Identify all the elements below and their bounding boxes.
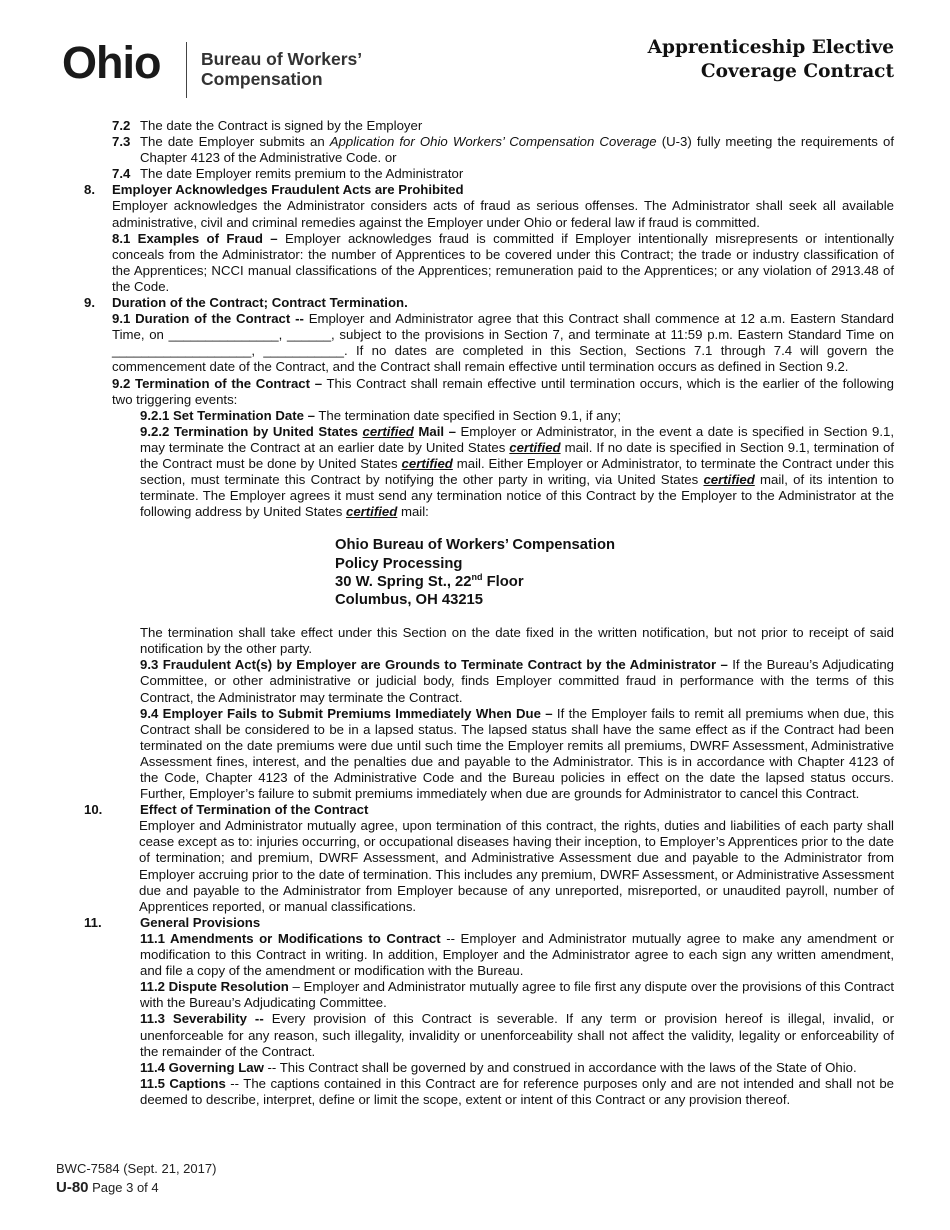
form-code: U-80 <box>56 1179 89 1196</box>
section-8-body: Employer acknowledges the Administrator considers acts of fraud as serious offenses. The Administrator shall seek all available administrative, civil and criminal remedies against the Employer under Ohio or federal law if fraud is committed. <box>112 198 894 230</box>
section-text: Every provision of this Contract is severable. If any term or provision hereof is illegal, invalid, or unenforceable for any reason, such illegality, invalidity or unenforceability shall not affect the validity, legality or enforceability of the remainder of the Contract. <box>140 1011 895 1059</box>
application-title: Application for Ohio Workers’ Compensation Coverage <box>329 134 657 150</box>
section-text: Employer acknowledges fraud is committed if Employer intentionally misrepresents or intentionally conceals from the Administrator: the number of Apprentices to be covered under this Contract; the trade or industry classification of the Apprentices; NCCI manual classifications of the Apprentices; remuneration paid to the Apprentices; or any violation of 2913.48 of the Code. <box>112 230 894 294</box>
section-9-3 <box>140 657 894 705</box>
ohio-logo: Ohio <box>62 37 161 88</box>
section-9-heading <box>84 295 894 311</box>
section-number: 7.4 <box>112 166 131 182</box>
section-text: – Employer and Administrator mutually agree to file first any dispute over the provisions of this Contract with the Bureau’s Adjudicating Committee. <box>140 979 894 1011</box>
section-heading: Mail – <box>413 423 456 439</box>
section-title: Duration of the Contract; Contract Termination. <box>112 295 408 311</box>
section-number: 7.3 <box>112 134 131 150</box>
contract-body <box>84 118 894 1108</box>
address-ordinal: nd <box>471 571 483 582</box>
section-text: -- This Contract shall be governed by and construed in accordance with the laws of the State of Ohio. <box>263 1059 857 1075</box>
section-9-1 <box>112 311 894 375</box>
page-header <box>0 0 950 110</box>
section-text: mail: <box>397 504 429 520</box>
section-9-2-1 <box>140 408 894 424</box>
section-text: -- The captions contained in this Contract are for reference purposes only and are not intended and shall not be deemed to describe, interpret, define or limit the scope, extent or intent of this Contract or any provision thereof. <box>140 1075 894 1107</box>
section-text: The date Employer remits premium to the Administrator <box>140 166 464 182</box>
mailing-address <box>335 536 894 609</box>
section-number: 9. <box>84 295 95 311</box>
certified-emphasis: certified <box>401 455 453 471</box>
section-text: -- Employer and Administrator mutually agree to make any amendment or modification to this Contract in writing. In addition, Employer and the Administrator agree to each sign any written amendment, and file a copy of the amendment or modification with the Bureau. <box>140 930 894 979</box>
document-title <box>648 36 894 84</box>
section-text: mail, of its intention to terminate. The Employer agrees it must send any termination notice of this Contract by the Employer to the Administrator at the following address by United States <box>140 472 894 520</box>
section-heading: 9.2.2 Termination by United States <box>140 423 363 439</box>
section-8-heading <box>84 182 894 198</box>
section-11-2 <box>140 979 894 1011</box>
section-title: Employer Acknowledges Fraudulent Acts are Prohibited <box>112 182 464 198</box>
section-heading: 11.2 Dispute Resolution <box>140 979 289 995</box>
section-number: 10. <box>84 802 103 818</box>
section-heading: 9.2 Termination of the Contract – <box>112 375 323 391</box>
section-number: 8. <box>84 182 95 198</box>
section-11-3 <box>140 1011 894 1059</box>
logo-divider <box>186 42 187 98</box>
section-text: Employer and Administrator agree that this Contract shall commence at 12 a.m. Eastern Standard Time, on _______________, ______, subject to the provisions in Section 7, and terminate at 11:59 p.m. Eastern Standard Time on ___________________, ___________. If no dates are completed in this Section, Sections 7.1 through 7.4 will govern the commencement date of the Contract, and the Contract shall remain effective until termination occurs as defined in Section 9.2. <box>112 311 894 375</box>
section-7-4 <box>112 166 894 182</box>
section-heading: 9.2.1 Set Termination Date – <box>140 407 315 423</box>
document-title-line1: Apprenticeship Elective <box>647 37 894 58</box>
address-line: Policy Processing <box>335 555 463 572</box>
section-11-4 <box>140 1060 894 1076</box>
address-line <box>335 573 894 591</box>
section-title: Effect of Termination of the Contract <box>140 802 369 818</box>
section-text: mail. If no date is specified in Section 9.1, termination of the Contract must be done by United States <box>140 439 894 471</box>
address-street: 30 W. Spring St., 22 <box>335 573 472 590</box>
section-text: The termination date specified in Section 9.1, if any; <box>314 407 622 423</box>
section-text: mail. Either Employer or Administrator, to terminate the Contract under this section, must terminate this Contract by notifying the other party in writing, via United States <box>140 455 894 488</box>
section-10-heading <box>84 802 894 818</box>
section-text: The date Employer submits an <box>140 134 330 150</box>
certified-emphasis: certified <box>703 472 755 488</box>
section-9-4 <box>140 706 894 803</box>
address-line: Columbus, OH 43215 <box>335 591 484 608</box>
section-title: General Provisions <box>140 914 261 930</box>
certified-emphasis: certified <box>509 439 561 455</box>
section-text: (U-3) fully meeting the requirements of Chapter 4123 of the Administrative Code. or <box>140 134 894 166</box>
section-10-body: Employer and Administrator mutually agree, upon termination of this contract, the rights, duties and liabilities of each party shall cease except as to: injuries occurring, or occupational diseases having their inception, to Employer’s Apprentices prior to the date of termination; and premium, DWRF Assessment, and Administrative Assessment due and payable to the Administrator from Employer accruing prior to the date of termination. This includes any premium, DWRF Assessment, or Administrative Assessment due and payable to the Administrator from Employer because of any unreported, misreported, or unaudited payroll, number of Apprentices reported, or manual classifications. <box>139 818 894 914</box>
section-7-3 <box>112 134 894 166</box>
section-heading: 8.1 Examples of Fraud – <box>112 230 278 246</box>
certified-emphasis: certified <box>362 423 414 439</box>
page-number: Page 3 of 4 <box>92 1180 159 1195</box>
section-heading: 11.3 Severability -- <box>140 1011 264 1027</box>
section-heading: 9.3 Fraudulent Act(s) by Employer are Grounds to Terminate Contract by the Administrator – <box>140 657 728 673</box>
address-floor: Floor <box>482 573 524 590</box>
bureau-name-line1: Bureau of Workers’ <box>201 49 363 69</box>
termination-effect: The termination shall take effect under this Section on the date fixed in the written notification, but not prior to receipt of said notification by the other party. <box>140 625 894 657</box>
section-heading: 11.1 Amendments or Modifications to Contract <box>140 930 441 946</box>
section-11-heading <box>84 915 894 931</box>
form-identifier: BWC-7584 (Sept. 21, 2017) <box>56 1161 217 1176</box>
section-heading: 9.4 Employer Fails to Submit Premiums Immediately When Due – <box>140 705 553 721</box>
bureau-name-line2: Compensation <box>201 69 323 89</box>
bureau-name <box>201 49 362 89</box>
section-heading: 9.1 Duration of the Contract -- <box>112 311 304 327</box>
section-heading: 11.5 Captions <box>140 1075 226 1091</box>
address-line: Ohio Bureau of Workers’ Compensation <box>335 537 616 554</box>
section-text: If the Bureau’s Adjudicating Committee, or other administrative or judicial body, finds Employer committed fraud in performance with the terms of this Contract, the Administrator may terminate the Contract. <box>140 657 894 705</box>
section-9-2 <box>112 376 894 408</box>
section-7-2 <box>112 118 894 134</box>
section-11-5 <box>140 1076 894 1108</box>
section-text: If the Employer fails to remit all premiums when due, this Contract shall be considered to be in a lapsed status. The lapsed status shall have the same effect as if the Contract had been terminated on the date premiums were due until such time the Employer remits all premiums, DWRF Assessment, Administrative Assessment fines, interest, and the penalties due and payable to the Administrator. This is in accordance with Chapter 4123 of the Code, Chapter 4123 of the Administrative Code and the Bureau policies in effect on the date the lapsed status occurs. Further, Employer’s failure to submit premiums immediately when due are grounds for Administrator to cancel this Contract. <box>140 705 894 802</box>
section-11-1 <box>140 931 894 979</box>
page-footer <box>56 1179 159 1196</box>
section-number: 7.2 <box>112 118 131 133</box>
document-title-line2: Coverage Contract <box>700 61 894 82</box>
section-text: This Contract shall remain effective until termination occurs, which is the earlier of the following two triggering events: <box>112 375 894 407</box>
section-8-1 <box>112 231 894 295</box>
certified-emphasis: certified <box>345 504 398 520</box>
section-text: Employer or Administrator, in the event a date is specified in Section 9.1, may terminate the Contract at an earlier date by United States <box>140 423 895 455</box>
section-text: The date the Contract is signed by the Employer <box>140 118 423 133</box>
section-heading: 11.4 Governing Law <box>140 1059 264 1075</box>
section-number: 11. <box>84 914 102 930</box>
section-9-2-2 <box>140 424 894 521</box>
